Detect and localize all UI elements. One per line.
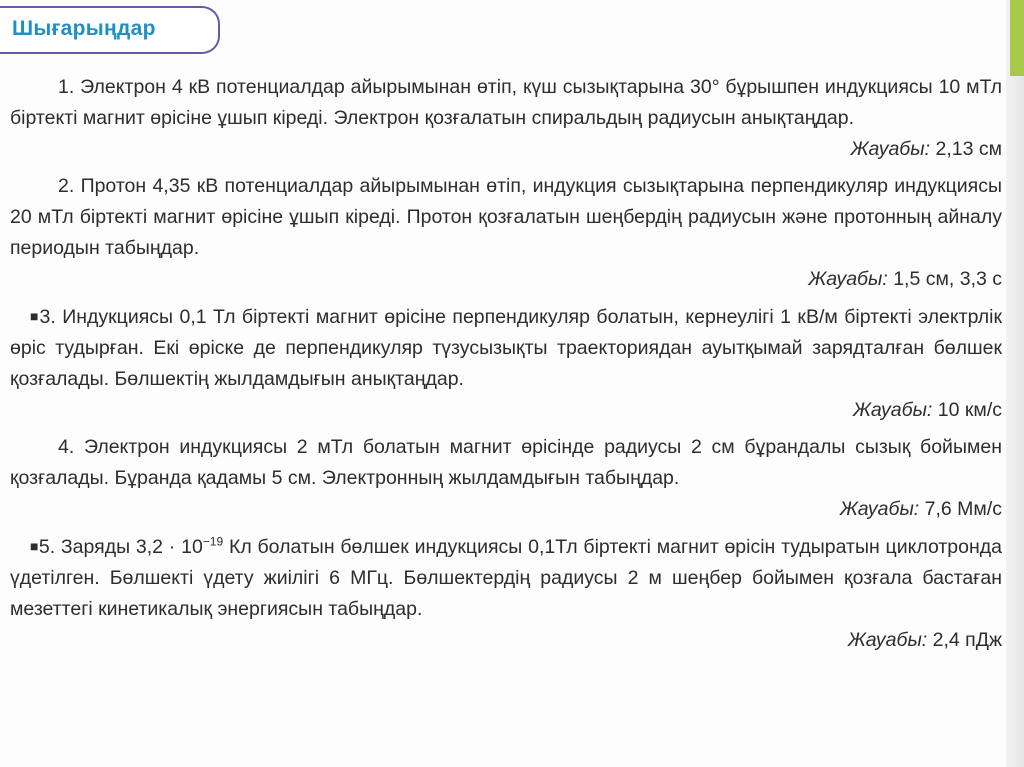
- answer-value: 1,5 см, 3,3 с: [893, 268, 1002, 290]
- problem-text: [10, 531, 1002, 625]
- problem-statement-rest: Кл болатын бөлшек индукциясы 0,1Тл біртекті магнит өрісін тудыратын циклотронда үдетілген. Бөлшекті үдету жиілігі 6 МГц. Бөлшектердің радиусы 2 м шеңбер бойымен қозғала бастаған мезеттегі кинетикалық энергиясын табыңдар.: [10, 536, 1002, 620]
- answer-label: Жауабы:: [847, 629, 928, 651]
- section-header-badge: [0, 6, 220, 54]
- answer-label: Жауабы:: [808, 268, 888, 290]
- problem-statement: 4. Электрон индукциясы 2 мТл болатын магнит өрісінде радиусы 2 см бұрандалы сызық бойымен қозғалады. Бұранда қадамы 5 см. Электронның жылдамдығын табыңдар.: [10, 436, 1002, 489]
- answer-line: [10, 134, 1002, 165]
- difficulty-marker-icon: ■: [30, 538, 39, 554]
- problem-text: [10, 301, 1002, 395]
- answer-value: 2,4 пДж: [932, 629, 1002, 651]
- problem-4: [10, 432, 1002, 525]
- answer-line: [10, 625, 1002, 656]
- exponent: −19: [202, 534, 224, 549]
- problem-1: [10, 72, 1002, 165]
- problem-3: [10, 301, 1002, 426]
- problem-statement-start: 5. Заряды 3,2 · 10: [38, 536, 203, 558]
- problem-text: [10, 72, 1002, 134]
- problem-text: [10, 171, 1002, 264]
- problem-5: [10, 531, 1002, 656]
- page-edge-strip: [1006, 0, 1024, 767]
- section-title: Шығарыңдар: [12, 17, 156, 40]
- green-accent-bar: [1010, 0, 1024, 76]
- answer-value: 10 км/с: [937, 399, 1002, 421]
- answer-label: Жауабы:: [839, 498, 920, 520]
- problem-text: [10, 432, 1002, 494]
- answer-value: 7,6 Мм/с: [924, 498, 1002, 520]
- answer-label: Жауабы:: [850, 138, 931, 160]
- answer-line: [10, 395, 1002, 426]
- problem-statement: 3. Индукциясы 0,1 Тл біртекті магнит өрісіне перпендикуляр болатын, кернеулігі 1 кВ/м біртекті электрлік өріс тудырған. Екі өріске де перпендикуляр түзусызықты траекториядан ауытқымай зарядталған бөлшек қозғалады. Бөлшектің жылдамдығын анықтаңдар.: [10, 306, 1002, 390]
- problem-statement: 1. Электрон 4 кВ потенциалдар айырымынан өтіп, күш сызықтарына 30° бұрышпен индукциясы 10 мТл біртекті магнит өрісіне ұшып кіреді. Электрон қозғалатын спиральдың радиусын анықтаңдар.: [10, 76, 1002, 129]
- difficulty-marker-icon: ■: [30, 308, 40, 324]
- answer-line: [10, 264, 1002, 295]
- answer-line: [10, 494, 1002, 525]
- problem-2: [10, 171, 1002, 295]
- problem-statement: 2. Протон 4,35 кВ потенциалдар айырымынан өтіп, индукция сызықтарына перпендикуляр индукциясы 20 мТл біртекті магнит өрісіне ұшып кіреді. Протон қозғалатын шеңбердің радиусын және протонның айналу периодын табыңдар.: [10, 175, 1002, 259]
- answer-value: 2,13 см: [935, 138, 1002, 160]
- answer-label: Жауабы:: [852, 399, 933, 421]
- problems-list: [10, 72, 1002, 662]
